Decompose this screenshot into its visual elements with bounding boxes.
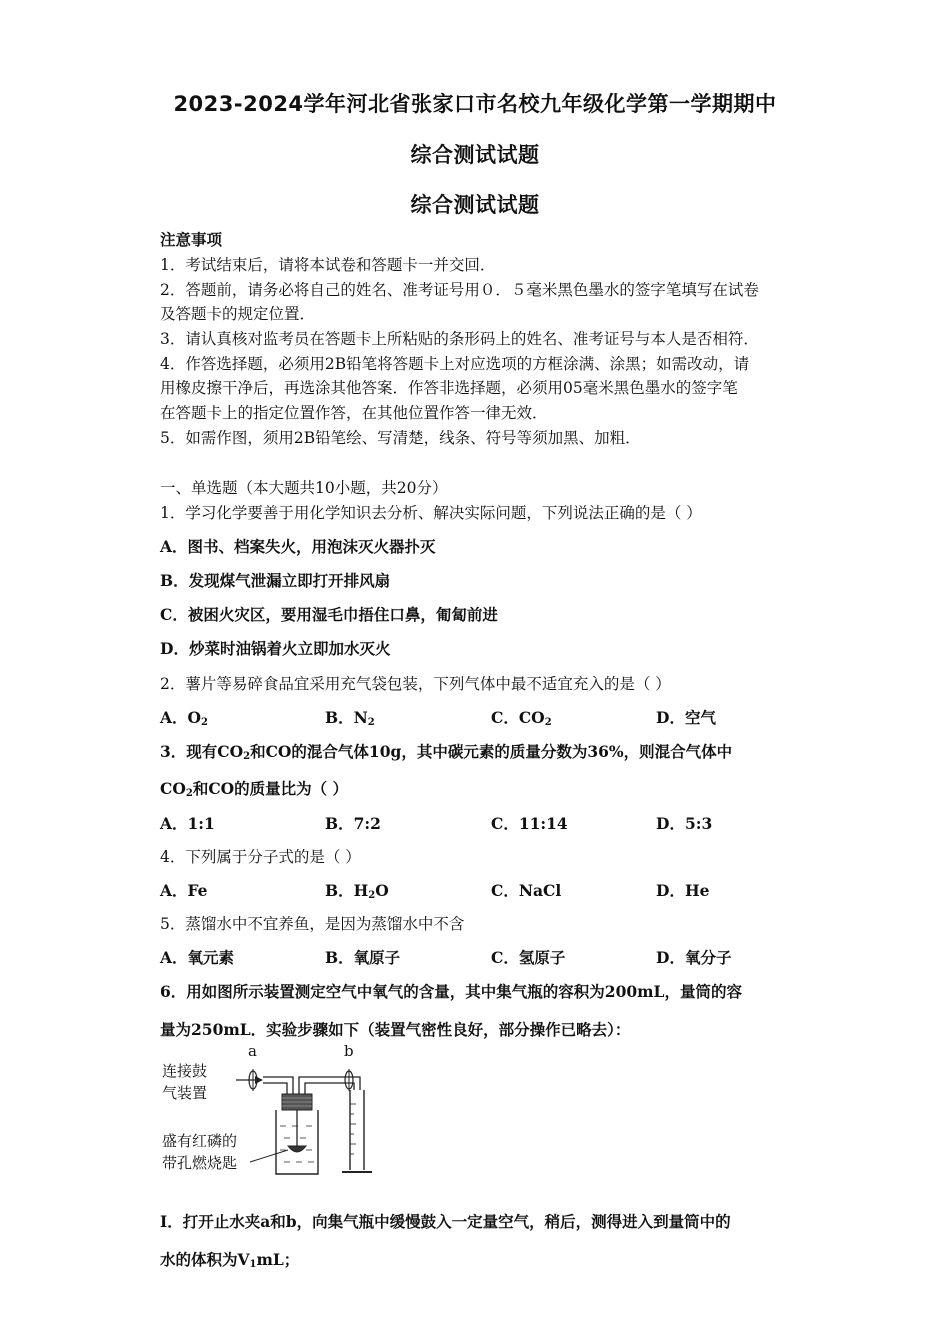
clip-a-label: a (248, 1042, 257, 1060)
question-3-option-b: B．7:2 (325, 814, 381, 833)
notice-item: 用橡皮擦干净后，再选涂其他答案．作答非选择题，必须用05毫米黑色墨水的签字笔 (160, 379, 738, 397)
question-4-option-b: B．$H_2O$ (325, 881, 389, 901)
notice-item: 5．如需作图，须用2B铅笔绘、写清楚，线条、符号等须加黑、加粗． (160, 429, 641, 447)
exam-title-line3: 综合测试试题 (410, 193, 540, 217)
question-6-stem-line2: 量为250mL．实验步骤如下（装置气密性良好，部分操作已略去）： (160, 1020, 631, 1039)
question-3-option-a: A．1:1 (160, 814, 215, 833)
notice-item: 2．答题前，请务必将自己的姓名、准考证号用０．５毫米黑色墨水的签字笔填写在试卷 (160, 281, 759, 299)
notice-item: 及答题卡的规定位置． (160, 305, 316, 323)
question-5-option-d: D．氧分子 (656, 948, 732, 967)
apparatus-diagram (160, 1042, 400, 1181)
question-4-option-c: C．NaCl (491, 881, 562, 900)
question-1-stem: 1．学习化学要善于用化学知识去分析、解决实际问题，下列说法正确的是（ ） (160, 504, 702, 522)
clip-b-label: b (344, 1042, 354, 1060)
question-2-option-c: C．$CO_2$ (491, 708, 552, 728)
notice-heading: 注意事项 (160, 230, 223, 249)
question-2-option-a: A．$O_2$ (160, 708, 208, 728)
question-3-option-c: C．11:14 (491, 814, 568, 833)
notice-item: 在答题卡上的指定位置作答，在其他位置作答一律无效． (160, 404, 548, 422)
exam-title-line1: 2023-2024学年河北省张家口市名校九年级化学第一学期期中 (173, 92, 777, 116)
spoon-label-line2: 带孔燃烧匙 (162, 1154, 238, 1172)
question-3-stem-line2: $CO_2$和CO的质量比为（ ） (160, 779, 349, 799)
gas-supply-label-line1: 连接鼓 (162, 1062, 208, 1080)
question-2-option-d: D．空气 (656, 708, 716, 727)
question-1-option-d: D．炒菜时油锅着火立即加水灭火 (160, 639, 391, 658)
question-6-step1-line1: I．打开止水夹a和b，向集气瓶中缓慢鼓入一定量空气，稍后，测得进入到量筒中的 (160, 1212, 731, 1231)
question-6-step1-line2: 水的体积为$V_1mL$； (160, 1250, 300, 1270)
question-1-option-c: C．被困火灾区，要用湿毛巾捂住口鼻，匍匐前进 (160, 605, 498, 624)
gas-supply-label-line2: 气装置 (162, 1084, 208, 1102)
question-5-option-c: C．氢原子 (491, 948, 566, 967)
question-4-option-d: D．He (656, 881, 710, 900)
question-1-option-b: B．发现煤气泄漏立即打开排风扇 (160, 571, 391, 590)
exam-title-line2: 综合测试试题 (410, 143, 540, 167)
notice-item: 3．请认真核对监考员在答题卡上所粘贴的条形码上的姓名、准考证号与本人是否相符． (160, 330, 759, 348)
question-6-stem-line1: 6．用如图所示装置测定空气中氧气的含量，其中集气瓶的容积为200mL，量筒的容 (160, 982, 742, 1001)
question-3-stem-line1: 3．现有$CO_2$和CO的混合气体10g，其中碳元素的质量分数为36%，则混合气体中 (160, 742, 733, 762)
question-4-option-a: A．Fe (160, 881, 208, 900)
notice-item: 1．考试结束后，请将本试卷和答题卡一并交回． (160, 256, 496, 274)
spoon-label-line1: 盛有红磷的 (162, 1132, 238, 1150)
question-5-option-a: A．氧元素 (160, 948, 235, 967)
question-1-option-a: A．图书、档案失火，用泡沫灭火器扑灭 (160, 537, 436, 556)
notice-item: 4．作答选择题，必须用2B铅笔将答题卡上对应选项的方框涂满、涂黑；如需改动，请 (160, 355, 750, 373)
section-heading: 一、单选题（本大题共10小题，共20分） (160, 479, 448, 497)
question-2-stem: 2．薯片等易碎食品宜采用充气袋包装，下列气体中最不适宜充入的是（ ） (160, 675, 671, 693)
question-5-option-b: B．氧原子 (325, 948, 401, 967)
question-5-stem: 5．蒸馏水中不宜养鱼，是因为蒸馏水中不含 (160, 915, 465, 933)
question-3-option-d: D．5:3 (656, 814, 713, 833)
question-2-option-b: B．$N_2$ (325, 708, 375, 728)
question-4-stem: 4．下列属于分子式的是（ ） (160, 848, 361, 866)
